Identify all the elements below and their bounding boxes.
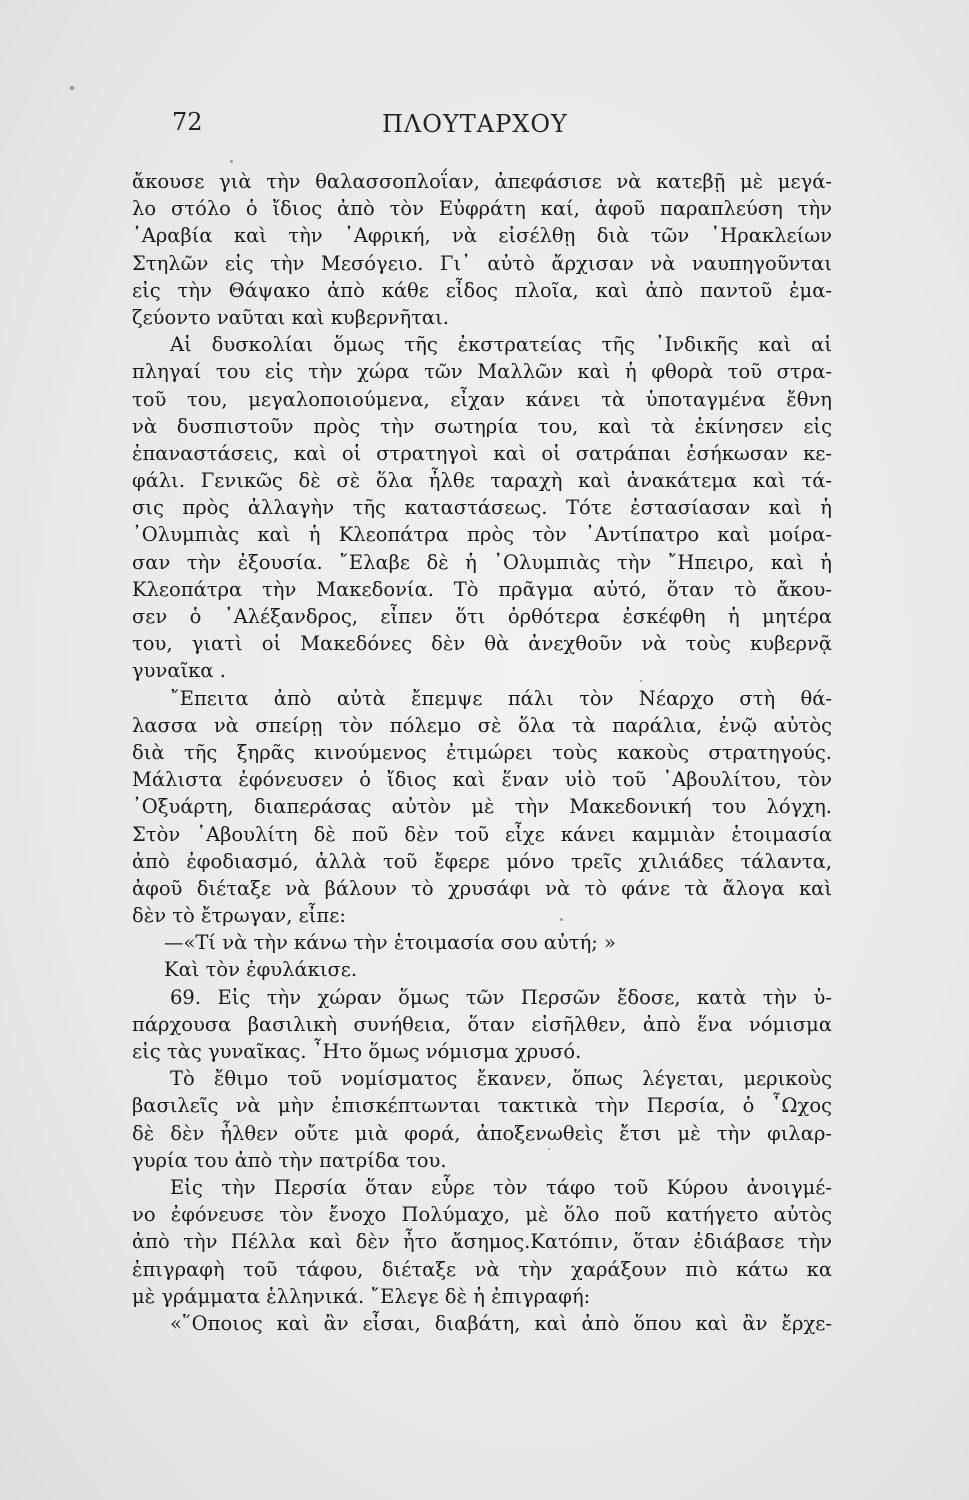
body-text	[132, 168, 832, 1337]
text-line: του, γιατὶ οἱ Μακεδόνες δὲν θὰ ἀνεχθοῦν νὰ τοὺς κυβερνᾷ	[132, 632, 832, 656]
text-line: δὲν τὸ ἔτρωγαν, εἶπε:	[132, 904, 346, 928]
text-line: νο ἐφόνευσε τὸν ἔνοχο Πολύμαχο, μὲ ὅλο ποῦ κατήγετο αὐτὸς	[132, 1203, 832, 1227]
text-line: ἀφοῦ διέταξε νὰ βάλουν τὸ χρυσάφι νὰ τὸ φάνε τὰ ἄλογα καὶ	[132, 876, 832, 900]
text-line: διὰ τῆς ξηρᾶς κινούμενος ἐτιμώρει τοὺς κακοὺς στρατηγούς.	[132, 740, 832, 764]
text-line: γυναῖκα .	[132, 659, 226, 683]
text-line: Καὶ τὸν ἐφυλάκισε.	[164, 958, 358, 982]
text-line: τοῦ του, μεγαλοποιούμενα, εἶχαν κάνει τὰ ὑποταγμένα ἔθνη	[132, 387, 832, 411]
text-line: σεν ὁ ᾿Αλέξανδρος, εἶπεν ὅτι ὀρθότερα ἐσκέφθη ἡ μητέρα	[132, 605, 832, 628]
text-line: ζεύοντο ναῦται καὶ κυβερνῆται.	[132, 305, 449, 329]
text-line: Στὸν ᾿Αβουλίτη δὲ ποῦ δὲν τοῦ εἶχε κάνει καμμιὰν ἑτοιμασία	[132, 822, 832, 846]
text-line: ἀπὸ ἐφοδιασμό, ἀλλὰ τοῦ ἔφερε μόνο τρεῖς χιλιάδες τάλαντα,	[132, 849, 832, 873]
text-line: μὲ γράμματα ἑλληνικά. ῎Ελεγε δὲ ἡ ἐπιγραφή:	[132, 1284, 591, 1308]
text-line: εἰς τὰς γυναῖκας. ῏Ητο ὅμως νόμισμα χρυσό.	[132, 1040, 582, 1063]
text-line: ᾿Αραβία καὶ τὴν ᾿Αφρική, νὰ εἰσέλθῃ διὰ τῶν ῾Ηρακλείων	[132, 224, 832, 248]
page-header	[172, 108, 832, 148]
text-line: γυρία του ἀπὸ τὴν πατρίδα του.	[132, 1148, 447, 1172]
text-line: Αἱ δυσκολίαι ὅμως τῆς ἐκστρατείας τῆς ᾿Ινδικῆς καὶ αἱ	[170, 333, 832, 357]
page-number: 72	[172, 108, 203, 136]
text-line: βασιλεῖς νὰ μὴν ἐπισκέπτωνται τακτικὰ τὴν Περσία, ὁ ῟Ωχος	[132, 1094, 832, 1118]
text-line: σις πρὸς ἀλλαγὴν τῆς καταστάσεως. Τότε ἐστασίασαν καὶ ἡ	[132, 496, 832, 520]
text-line: πληγαί του εἰς τὴν χώρα τῶν Μαλλῶν καὶ ἡ φθορὰ τοῦ στρα-	[132, 360, 832, 384]
text-line: φάλι. Γενικῶς δὲ σὲ ὅλα ἦλθε ταραχὴ καὶ ἀνακάτεμα καὶ τά-	[132, 469, 832, 493]
text-line: νὰ δυσπιστοῦν πρὸς τὴν σωτηρία του, καὶ τὰ ἐκίνησεν εἰς	[132, 414, 832, 438]
text-line: λο στόλο ὁ ἴδιος ἀπὸ τὸν Εὐφράτη καί, ἀφοῦ παραπλεύση τὴν	[132, 197, 832, 221]
text-line: πάρχουσα βασιλικὴ συνήθεια, ὅταν εἰσῆλθεν, ἀπὸ ἕνα νόμισμα	[132, 1012, 832, 1036]
running-head-title: ΠΛΟΥΤΑΡΧΟΥ	[382, 110, 568, 138]
text-line: ἐπιγραφὴ τοῦ τάφου, διέταξε νὰ τὴν χαράξουν πιὸ κάτω κα	[132, 1257, 832, 1281]
text-line: σαν τὴν ἐξουσία. ῎Ελαβε δὲ ἡ ᾿Ολυμπιὰς τὴν ῎Ηπειρο, καὶ ἡ	[132, 550, 832, 574]
text-line: ἐπαναστάσεις, καὶ οἱ στρατηγοὶ καὶ οἱ σατράπαι ἐσήκωσαν κε-	[132, 441, 832, 465]
text-line: —«Τί νὰ τὴν κάνω τὴν ἑτοιμασία σου αὐτή; »	[164, 931, 616, 955]
text-line: Στηλῶν εἰς τὴν Μεσόγειο. Γι᾿ αὐτὸ ἄρχισαν νὰ ναυπηγοῦνται	[132, 251, 832, 275]
text-line: Κλεοπάτρα τὴν Μακεδονία. Τὸ πρᾶγμα αὐτό, ὅταν τὸ ἄκου-	[132, 577, 832, 601]
text-line: Εἰς τὴν Περσία ὅταν εὗρε τὸν τάφο τοῦ Κύρου ἀνοιγμέ-	[170, 1175, 832, 1199]
text-line: «῞Οποιος καὶ ἂν εἶσαι, διαβάτη, καὶ ἀπὸ ὅπου καὶ ἂν ἔρχε-	[170, 1311, 832, 1335]
text-line: Μάλιστα ἐφόνευσεν ὁ ἴδιος καὶ ἕναν υἱὸ τοῦ ᾿Αβουλίτου, τὸν	[132, 768, 832, 792]
text-line: Τὸ ἔθιμο τοῦ νομίσματος ἔκανεν, ὅπως λέγεται, μερικοὺς	[170, 1067, 832, 1091]
text-line: ἄκουσε γιὰ τὴν θαλασσοπλοΐαν, ἀπεφάσισε νὰ κατεβῇ μὲ μεγά-	[132, 170, 832, 193]
text-line: λασσα νὰ σπείρῃ τὸν πόλεμο σὲ ὅλα τὰ παράλια, ἐνῷ αὐτὸς	[132, 713, 832, 737]
text-line: ᾿Οξυάρτη, διαπεράσας αὐτὸν μὲ τὴν Μακεδονική του λόγχη.	[132, 795, 832, 819]
text-line: δὲ δὲν ἦλθεν οὔτε μιὰ φορά, ἀποξενωθεὶς ἔτσι μὲ τὴν φιλαρ-	[132, 1121, 832, 1145]
text-line: ἀπὸ τὴν Πέλλα καὶ δὲν ἦτο ἄσημος.Κατόπιν, ὅταν ἐδιάβασε τὴν	[132, 1230, 832, 1254]
text-line: ῎Επειτα ἀπὸ αὐτὰ ἔπεμψε πάλι τὸν Νέαρχο στὴ θά-	[170, 686, 832, 710]
text-line: 69. Εἰς τὴν χώραν ὅμως τῶν Περσῶν ἔδοσε, κατὰ τὴν ὑ-	[170, 985, 832, 1009]
text-line: εἰς τὴν Θάψακο ἀπὸ κάθε εἶδος πλοῖα, καὶ ἀπὸ παντοῦ ἐμα-	[132, 278, 832, 302]
text-line: ᾿Ολυμπιὰς καὶ ἡ Κλεοπάτρα πρὸς τὸν ᾿Αντίπατρο καὶ μοίρα-	[132, 523, 832, 547]
